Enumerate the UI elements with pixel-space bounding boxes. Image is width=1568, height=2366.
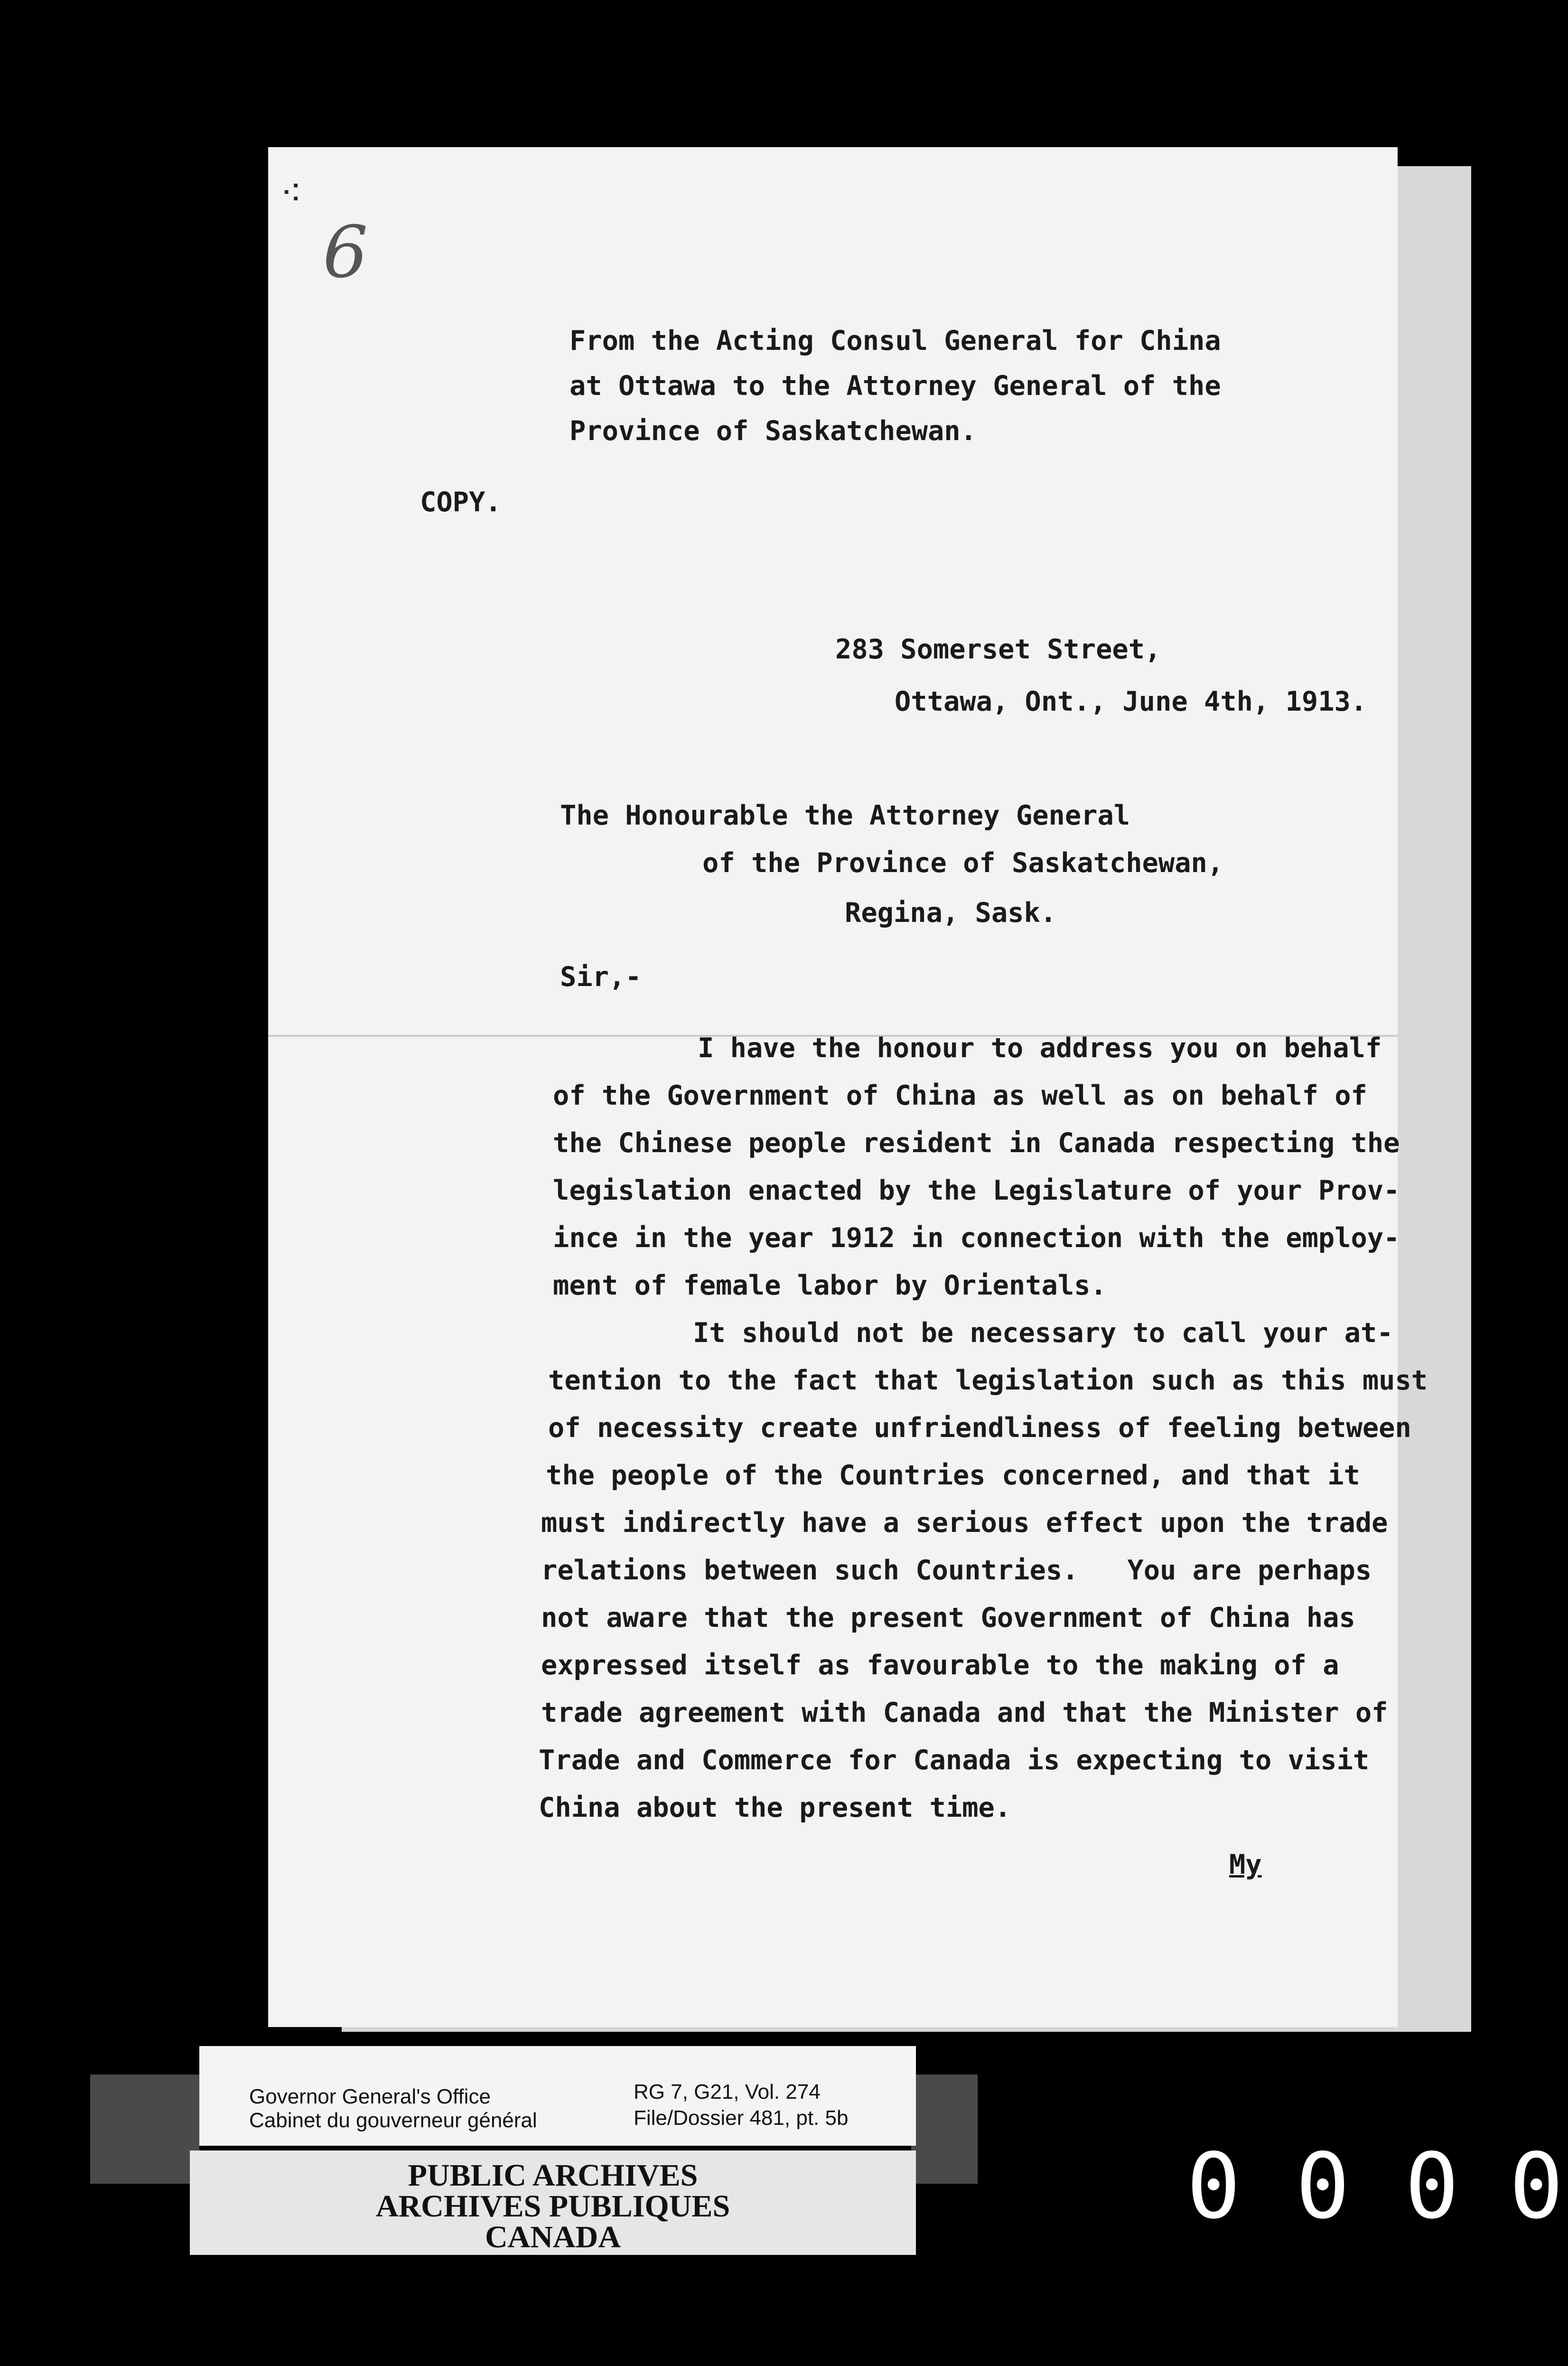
office-name-fr: Cabinet du gouverneur général xyxy=(249,2109,537,2132)
frame-counter-digit: 0 xyxy=(1509,2134,1564,2239)
body-line: China about the present time. xyxy=(539,1792,1011,1823)
frame-counter-digit: 0 xyxy=(1405,2134,1459,2239)
body-line: legislation enacted by the Legislature of your Prov- xyxy=(553,1175,1400,1206)
body-line: must indirectly have a serious effect upon the trade xyxy=(541,1507,1388,1539)
address-street: 283 Somerset Street, xyxy=(835,634,1161,665)
recipient-line-1: The Honourable the Attorney General xyxy=(560,800,1130,831)
body-line: ince in the year 1912 in connection with the employ- xyxy=(553,1222,1400,1254)
frame-counter-digit: 0 xyxy=(1186,2134,1241,2239)
film-tab-right xyxy=(911,2075,978,2184)
body-line: expressed itself as favourable to the making of a xyxy=(541,1650,1339,1681)
archives-line-fr: ARCHIVES PUBLIQUES xyxy=(375,2189,730,2224)
header-line-2: at Ottawa to the Attorney General of the xyxy=(569,370,1221,402)
reference-file: File/Dossier 481, pt. 5b xyxy=(634,2106,849,2130)
salutation: Sir,- xyxy=(560,961,642,993)
body-line: the people of the Countries concerned, and that it xyxy=(546,1460,1360,1491)
pencil-mark: ⁖ xyxy=(280,171,302,215)
catchword: My xyxy=(1229,1849,1262,1880)
body-line: not aware that the present Government of China has xyxy=(541,1602,1355,1634)
public-archives-stamp xyxy=(190,2150,916,2255)
address-date: Ottawa, Ont., June 4th, 1913. xyxy=(895,686,1367,717)
body-line: trade agreement with Canada and that the Minister of xyxy=(541,1697,1388,1728)
copy-mark: COPY. xyxy=(420,487,502,518)
body-line: Trade and Commerce for Canada is expecting to visit xyxy=(539,1745,1370,1776)
recipient-line-2: of the Province of Saskatchewan, xyxy=(702,847,1224,879)
archives-line-canada: CANADA xyxy=(485,2220,621,2254)
body-line: relations between such Countries. You are perhaps xyxy=(541,1555,1372,1586)
body-line: I have the honour to address you on behalf xyxy=(698,1033,1382,1064)
frame-counter-digit: 0 xyxy=(1296,2134,1350,2239)
body-line: It should not be necessary to call your at- xyxy=(693,1317,1393,1349)
reference-record-group: RG 7, G21, Vol. 274 xyxy=(634,2080,821,2103)
film-tab-left xyxy=(90,2075,199,2184)
body-line: ment of female labor by Orientals. xyxy=(553,1270,1107,1301)
archives-line-en: PUBLIC ARCHIVES xyxy=(408,2158,698,2193)
recipient-line-3: Regina, Sask. xyxy=(845,897,1057,929)
body-line: of the Government of China as well as on behalf of xyxy=(553,1080,1367,1111)
header-line-3: Province of Saskatchewan. xyxy=(569,415,977,447)
body-line: tention to the fact that legislation such as this must xyxy=(548,1365,1428,1396)
folio-number: 6 xyxy=(323,211,368,294)
body-line: of necessity create unfriendliness of feeling between xyxy=(548,1412,1411,1444)
body-line: the Chinese people resident in Canada respecting the xyxy=(553,1127,1400,1159)
office-name-en: Governor General's Office xyxy=(249,2085,491,2108)
header-line-1: From the Acting Consul General for China xyxy=(569,325,1221,357)
